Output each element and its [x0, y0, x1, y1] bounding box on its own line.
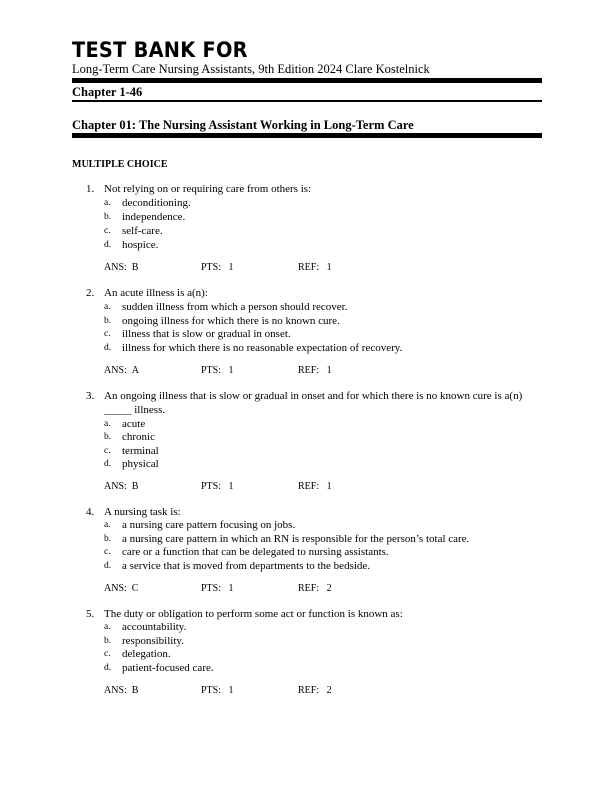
chapter-range: Chapter 1-46: [72, 85, 143, 99]
option-text: physical: [122, 458, 159, 470]
reference-value: REF: 1: [298, 481, 332, 492]
option-letter: c.: [104, 329, 111, 339]
question-number: 5.: [86, 608, 95, 620]
option-text: responsibility.: [122, 635, 184, 647]
reference-value: REF: 2: [298, 685, 332, 696]
answer-value: ANS: B: [104, 262, 139, 273]
question-2-answer-info: [0, 364, 612, 377]
option-letter: c.: [104, 446, 111, 456]
question-4-option-b: [0, 533, 612, 546]
option-text: independence.: [122, 211, 186, 223]
question-text: The duty or obligation to perform some act or function is known as:: [104, 608, 403, 620]
chapter-heading: Chapter 01: The Nursing Assistant Working in Long-Term Care: [72, 118, 414, 132]
points-value: PTS: 1: [201, 583, 234, 594]
points-value: PTS: 1: [201, 685, 234, 696]
reference-value: REF: 1: [298, 365, 332, 376]
question-5-option-c: [0, 648, 612, 661]
question-number: 1.: [86, 183, 95, 195]
answer-value: ANS: C: [104, 583, 139, 594]
question-2-option-c: [0, 328, 612, 341]
question-text: Not relying on or requiring care from others is:: [104, 183, 312, 195]
question-2-option-b: [0, 315, 612, 328]
question-2-option-d: [0, 342, 612, 355]
question-4-answer-info: [0, 582, 612, 595]
question-text: An ongoing illness that is slow or gradual in onset and for which there is no known cure is a(n) _____ illness.: [104, 390, 523, 416]
question-3-option-d: [0, 458, 612, 471]
points-value: PTS: 1: [201, 481, 234, 492]
option-letter: b.: [104, 432, 112, 442]
option-text: illness that is slow or gradual in onset.: [122, 328, 291, 340]
book-subtitle: Long-Term Care Nursing Assistants, 9th Edition 2024 Clare Kostelnick: [72, 62, 430, 76]
question-4-option-a: [0, 519, 612, 532]
option-text: a nursing care pattern focusing on jobs.: [122, 519, 296, 531]
option-letter: c.: [104, 649, 111, 659]
option-letter: b.: [104, 534, 112, 544]
option-letter: d.: [104, 240, 112, 250]
question-1-option-d: [0, 239, 612, 252]
question-3-answer-info: [0, 480, 612, 493]
option-letter: a.: [104, 198, 111, 208]
option-letter: d.: [104, 343, 112, 353]
option-letter: d.: [104, 561, 112, 571]
answer-value: ANS: B: [104, 685, 139, 696]
option-letter: a.: [104, 302, 111, 312]
option-text: accountability.: [122, 621, 187, 633]
section-label: MULTIPLE CHOICE: [72, 159, 168, 170]
option-letter: c.: [104, 547, 111, 557]
option-letter: d.: [104, 663, 112, 673]
reference-value: REF: 2: [298, 583, 332, 594]
header-rule-bottom: [72, 100, 542, 102]
option-text: patient-focused care.: [122, 662, 214, 674]
option-text: deconditioning.: [122, 197, 191, 209]
option-text: self-care.: [122, 225, 163, 237]
answer-value: ANS: B: [104, 481, 139, 492]
question-number: 4.: [86, 506, 95, 518]
option-letter: a.: [104, 622, 111, 632]
option-letter: b.: [104, 316, 112, 326]
option-text: delegation.: [122, 648, 171, 660]
option-text: illness for which there is no reasonable expectation of recovery.: [122, 342, 403, 354]
option-letter: d.: [104, 459, 112, 469]
option-text: a service that is moved from departments to the bedside.: [122, 560, 371, 572]
option-letter: b.: [104, 636, 112, 646]
question-5-option-b: [0, 635, 612, 648]
question-4-option-d: [0, 560, 612, 573]
option-letter: c.: [104, 226, 111, 236]
question-3-option-c: [0, 445, 612, 458]
question-number: 3.: [86, 390, 95, 402]
option-letter: a.: [104, 520, 111, 530]
option-letter: a.: [104, 419, 111, 429]
points-value: PTS: 1: [201, 365, 234, 376]
question-5-option-d: [0, 662, 612, 675]
points-value: PTS: 1: [201, 262, 234, 273]
option-text: a nursing care pattern in which an RN is responsible for the person’s total care.: [122, 533, 470, 545]
question-4-option-c: [0, 546, 612, 559]
option-text: ongoing illness for which there is no known cure.: [122, 315, 340, 327]
reference-value: REF: 1: [298, 262, 332, 273]
question-2-option-a: [0, 301, 612, 314]
header-rule-top: [72, 78, 542, 83]
option-text: chronic: [122, 431, 155, 443]
question-number: 2.: [86, 287, 95, 299]
question-1-option-b: [0, 211, 612, 224]
option-text: hospice.: [122, 239, 159, 251]
chapter-rule: [72, 133, 542, 138]
question-5-answer-info: [0, 684, 612, 697]
question-1-option-a: [0, 197, 612, 210]
option-letter: b.: [104, 212, 112, 222]
answer-value: ANS: A: [104, 365, 140, 376]
question-5-option-a: [0, 621, 612, 634]
option-text: terminal: [122, 445, 159, 457]
question-1-option-c: [0, 225, 612, 238]
question-3-option-b: [0, 431, 612, 444]
question-text: An acute illness is a(n):: [104, 287, 208, 299]
question-text: A nursing task is:: [104, 506, 181, 518]
option-text: sudden illness from which a person should recover.: [122, 301, 348, 313]
question-3-option-a: [0, 418, 612, 431]
test-bank-title: TEST BANK FOR: [72, 38, 248, 62]
option-text: care or a function that can be delegated to nursing assistants.: [122, 546, 389, 558]
question-1-answer-info: [0, 261, 612, 274]
option-text: acute: [122, 418, 146, 430]
